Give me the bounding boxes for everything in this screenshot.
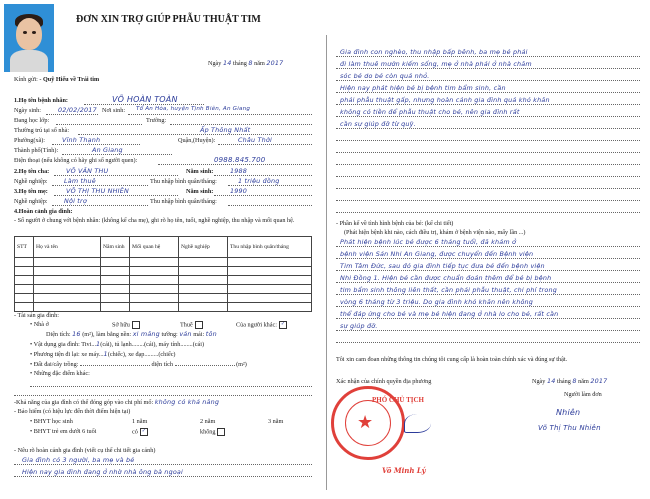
district-label: Quận,(Huyện): <box>178 137 216 144</box>
patient-dob-label: Ngày sinh: <box>14 107 41 114</box>
land-line: • Đất đai/cây trồng: diện tích (m²) <box>30 361 247 368</box>
father-birth-year: 1988 <box>230 167 248 175</box>
disease-line-6: vòng 6 tháng từ 3 triệu. Do gia đình khó khăn nên không <box>340 298 534 306</box>
local-confirm-label: Xác nhận của chính quyền địa phương <box>336 378 432 385</box>
father-job-label: Nghề nghiệp: <box>14 178 48 185</box>
official-signature <box>404 414 431 433</box>
ward-label: Phường(xã): <box>14 137 46 144</box>
mother-job-label: Nghề nghiệp: <box>14 198 48 205</box>
table-row <box>15 267 312 276</box>
story-line-2: đi làm thuê mướn kiếm sống, mẹ ở nhà phải ở nhà chăm <box>340 60 532 68</box>
column-divider <box>326 35 327 490</box>
table-row <box>15 276 312 285</box>
pledge-text: Tôi xin cam đoan những thông tin chúng tôi cung cấp là hoàn toàn chính xác và đúng sự thật. <box>336 356 568 363</box>
patient-residence: Ấp Thông Nhất <box>200 126 251 134</box>
equipment-line: • Vật dụng gia đình: Tivi...1(cái), tủ lạnh........(cái), máy tính........(cái) <box>30 340 205 348</box>
other-owner-option: Của người khác: ✓ <box>236 321 286 329</box>
city-label: Thành phố(Tỉnh): <box>14 147 59 154</box>
notes-label: - Nêu rõ hoàn cảnh gia đình (viết cụ thể chi tiết gia cảnh) <box>14 447 156 454</box>
mother-birth-year-label: Năm sinh: <box>186 188 214 195</box>
patient-birthplace: Tổ An Hòa, huyện Tịnh Biên, An Giang <box>136 106 251 112</box>
bhyt-year2: 2 năm <box>200 418 216 425</box>
patient-section-label: 1.Họ tên bệnh nhân: <box>14 97 68 104</box>
disease-line-7: thể đáp ứng cho bé và mẹ bé hiện đang ở nhà lo cho bé, rất cần <box>340 310 559 318</box>
mother-name: VÕ THỊ THU NHIÊN <box>66 187 129 195</box>
col-name: Họ và tên <box>34 237 101 258</box>
bhyt-label: - Bảo hiểm (có hiệu lực đến thời điểm hiện tại) <box>14 408 131 415</box>
bhyt-child: • BHYT trẻ em dưới 6 tuổi <box>30 428 97 435</box>
house-label: • Nhà ở <box>30 321 49 328</box>
applicant-signature: Nhiên <box>556 408 581 417</box>
disease-line-3: Tim Tâm Đức, sau đó gia đình tiếp tục đưa bé đến bệnh viện <box>340 262 545 270</box>
applicant-label: Người làm đơn <box>564 391 602 398</box>
child-photo <box>4 4 54 72</box>
col-birth: Năm sinh <box>101 237 130 258</box>
col-job: Nghề nghiệp <box>179 237 228 258</box>
story-line-6: không có tiền để phẫu thuật cho bé, nên gia đình rất <box>340 108 520 116</box>
mother-job: Nội trợ <box>64 197 87 205</box>
bhyt-student: • BHYT học sinh <box>30 418 73 425</box>
col-stt: STT <box>15 237 34 258</box>
disease-line-2: bệnh viện Sản Nhi An Giang, được chuyển đến Bệnh viện <box>340 250 534 258</box>
contribution-line: -Khả năng của gia đình có thể đóng góp vào chi phí mổ: không có khả năng <box>14 398 220 406</box>
father-name: VÕ VĂN THU <box>66 167 109 175</box>
disease-sub: (Phát hiện bệnh khi nào, cách điều trị, khám ở bệnh viện nào, mấy lần ...) <box>344 229 526 236</box>
disease-label: - Phần kể về tình hình bệnh của bé: (kể chi tiết) <box>336 220 454 227</box>
birthplace-label: Nơi sinh: <box>102 107 126 114</box>
school-label: Trường: <box>146 117 167 124</box>
phone-label: Điện thoại (nếu không có hãy ghi số người quen): <box>14 157 138 164</box>
mother-birth-year: 1990 <box>230 187 248 195</box>
notes-line-2: Hiện nay gia đình đang ở nhờ nhà ông bà ngoại <box>22 468 184 476</box>
patient-name: VÕ HOÀN TOÀN <box>112 95 178 104</box>
father-income-label: Thu nhập bình quân/tháng: <box>150 178 217 185</box>
assets-label: - Tài sản gia đình: <box>14 312 59 319</box>
bhyt-no: không <box>200 428 225 436</box>
table-row <box>15 294 312 303</box>
special-label: • Những đặc điểm khác: <box>30 370 90 377</box>
form-date: Ngày 14 tháng 8 năm 2017 <box>208 59 284 67</box>
patient-city: An Giang <box>92 146 123 154</box>
mother-income-label: Thu nhập bình quân/tháng: <box>150 198 217 205</box>
form-title: ĐƠN XIN TRỢ GIÚP PHẪU THUẬT TIM <box>76 14 261 25</box>
disease-line-4: Nhi Đồng 1. Hiện bé cần được chuẩn đoán thêm để bé bị bệnh <box>340 274 552 282</box>
disease-line-1: Phát hiện bệnh lúc bé được 6 tháng tuổi, đã khám ở <box>340 238 517 246</box>
addressee: Kính gửi: - Quỹ Hiếu về Trái tim <box>14 76 100 83</box>
notes-line-1: Gia đình có 3 người, ba mẹ và bé <box>22 456 135 464</box>
disease-line-8: sự giúp đỡ. <box>340 322 378 330</box>
family-section-label: 4.Hoàn cảnh gia đình: <box>14 208 73 215</box>
members-intro: - Số người ở chung với bệnh nhân: (không kể cha mẹ), ghi rõ họ tên, tuổi, nghề nghiệp, thu nhập và mối quan hệ. <box>14 217 295 224</box>
mother-label: 3.Họ tên mẹ: <box>14 188 48 195</box>
disease-line-5: tim bẩm sinh thông liên thất, cần phải phẫu thuật, chi phí trong <box>340 286 557 294</box>
grade-label: Đang học lớp: <box>14 117 50 124</box>
bhyt-year3: 3 năm <box>268 418 284 425</box>
seal-star-icon: ★ <box>357 412 374 432</box>
sign-date: Ngày 14 tháng 8 năm 2017 <box>532 377 608 385</box>
official-title: PHÓ CHỦ TỊCH <box>372 396 424 404</box>
table-row <box>15 258 312 267</box>
applicant-name: Võ Thị Thu Nhiên <box>538 424 601 432</box>
col-income: Thu nhập bình quân/tháng <box>228 237 312 258</box>
father-income: 1 triệu đồng <box>238 177 280 185</box>
father-birth-year-label: Năm sinh: <box>186 168 214 175</box>
vehicle-line: • Phương tiện đi lại: xe máy...1(chiếc), xe đạp.........(chiếc) <box>30 350 176 358</box>
story-line-1: Gia đình con nghèo, thu nhập bấp bênh, ba mẹ bé phải <box>340 48 528 56</box>
members-table <box>14 236 312 312</box>
area-line: Diện tích: 16 (m²), làm bằng nền: xi măng tường: ván mái: tôn <box>46 330 217 338</box>
bhyt-yes: có ✓ <box>132 428 146 436</box>
patient-district: Châu Thới <box>238 136 272 144</box>
patient-dob: 02/02/2017 <box>58 106 97 114</box>
story-line-3: sóc bé do bé còn quá nhỏ. <box>340 72 430 80</box>
father-label: 2.Họ tên cha: <box>14 168 50 175</box>
table-row <box>15 285 312 294</box>
story-line-5: phải phẫu thuật gấp, nhưng hoàn cảnh gia đình quá khó khăn <box>340 96 550 104</box>
rented-option: Thuê <box>180 321 203 329</box>
table-row <box>15 303 312 312</box>
official-name: Võ Minh Lý <box>382 466 426 475</box>
patient-ward: Vĩnh Thạnh <box>62 136 101 144</box>
father-job: Làm thuê <box>64 177 96 185</box>
residence-label: Thường trú tại số nhà: <box>14 127 70 134</box>
col-relation: Mối quan hệ <box>130 237 179 258</box>
bhyt-year1: 1 năm <box>132 418 148 425</box>
story-line-4: Hiện nay phát hiện bé bị bệnh tim bẩm sinh, cần <box>340 84 506 92</box>
patient-phone: 0988.845.700 <box>214 156 266 164</box>
story-line-7: cần sự giúp đỡ từ quỹ. <box>340 120 416 128</box>
owned-option: Sở hữu <box>112 321 140 329</box>
